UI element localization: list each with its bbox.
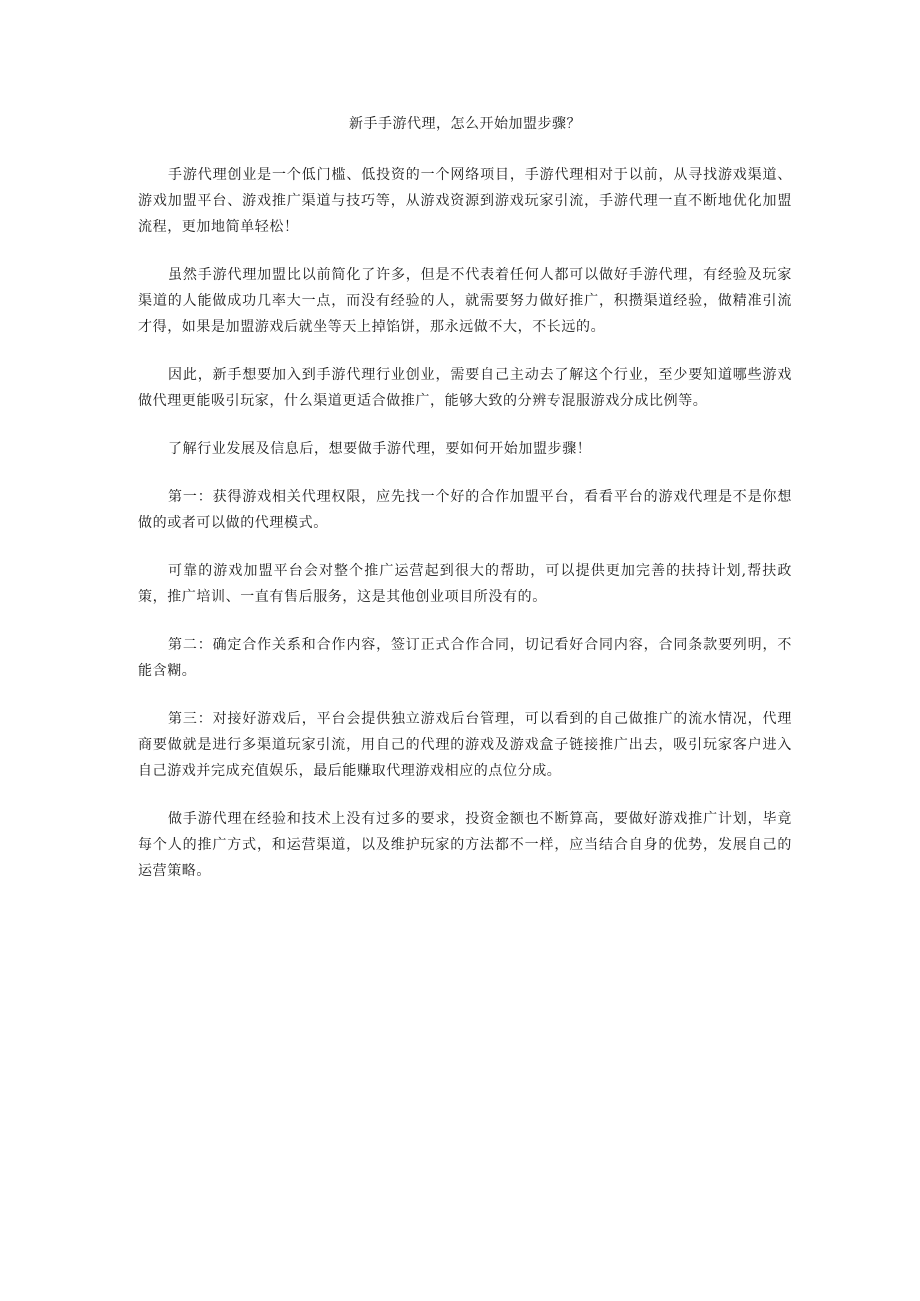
- article-body: [138, 112, 792, 906]
- paragraph-newcomer: 因此，新手想要加入到手游代理行业创业，需要自己主动去了解这个行业，至少要知道哪些游戏做代理更能吸引玩家，什么渠道更适合做推广，能够大致的分辨专混服游戏分成比例等。: [138, 367, 792, 409]
- paragraph-step-two: 第二：确定合作关系和合作内容，签订正式合作合同，切记看好合同内容，合同条款要列明，不能含糊。: [138, 637, 792, 679]
- paragraph-conclusion: 做手游代理在经验和技术上没有过多的要求，投资金额也不断算高，要做好游戏推广计划，毕竟每个人的推广方式，和运营渠道，以及维护玩家的方法都不一样，应当结合自身的优势，发展自己的运营策略。: [138, 811, 792, 879]
- paragraph-steps-intro: 了解行业发展及信息后，想要做手游代理，要如何开始加盟步骤！: [168, 441, 592, 457]
- article-title: 新手手游代理，怎么开始加盟步骤？: [349, 116, 581, 132]
- paragraph-experience: 虽然手游代理加盟比以前简化了许多，但是不代表着任何人都可以做好手游代理，有经验及玩家渠道的人能做成功几率大一点，而没有经验的人，就需要努力做好推广，积攒渠道经验，做精准引流才得，如果是加盟游戏后就坐等天上掉馅饼，那永远做不大，不长远的。: [138, 267, 792, 335]
- paragraph-step-one: 第一：获得游戏相关代理权限，应先找一个好的合作加盟平台，看看平台的游戏代理是不是你想做的或者可以做的代理模式。: [138, 489, 792, 531]
- paragraph-step-three: 第三：对接好游戏后，平台会提供独立游戏后台管理，可以看到的自己做推广的流水情况，代理商要做就是进行多渠道玩家引流，用自己的代理的游戏及游戏盒子链接推广出去，吸引玩家客户进入自己游戏并完成充值娱乐，最后能赚取代理游戏相应的点位分成。: [138, 711, 792, 779]
- paragraph-platform-support: 可靠的游戏加盟平台会对整个推广运营起到很大的帮助，可以提供更加完善的扶持计划,帮扶政策，推广培训、一直有售后服务，这是其他创业项目所没有的。: [138, 563, 792, 605]
- paragraph-intro: 手游代理创业是一个低门槛、低投资的一个网络项目，手游代理相对于以前，从寻找游戏渠道、游戏加盟平台、游戏推广渠道与技巧等，从游戏资源到游戏玩家引流，手游代理一直不断地优化加盟流程，更加地简单轻松！: [138, 167, 792, 235]
